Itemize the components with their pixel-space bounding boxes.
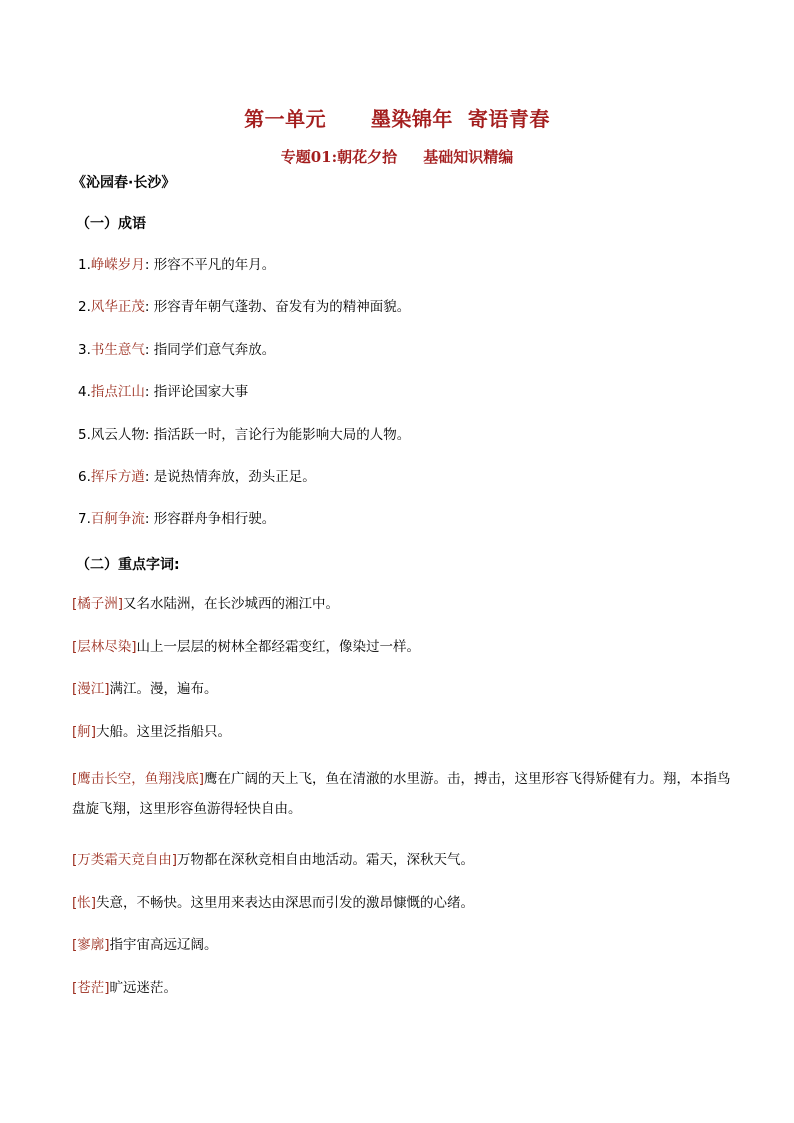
idiom-item	[78, 297, 410, 339]
idiom-definition: : 是说热情奔放，劲头正足。	[144, 468, 316, 485]
keyword-item	[72, 850, 732, 870]
idiom-list	[78, 255, 410, 552]
idiom-item	[78, 509, 410, 551]
keyword-definition: 失意，不畅快。这里用来表达由深思而引发的激昂慷慨的心绪。	[96, 894, 475, 911]
idiom-definition: : 形容青年朝气蓬勃、奋发有为的精神面貌。	[144, 299, 411, 316]
idiom-term: 指点江山	[90, 384, 145, 401]
keyword-item	[72, 637, 732, 657]
idiom-definition: : 形容群舟争相行驶。	[144, 511, 276, 528]
keyword-item	[72, 935, 732, 955]
keyword-item	[72, 722, 732, 742]
keyword-term: [苍茫]	[72, 979, 110, 996]
keyword-item	[72, 594, 732, 614]
idiom-definition: : 指同学们意气奔放。	[144, 341, 276, 358]
keyword-definition: 指宇宙高远辽阔。	[109, 937, 218, 953]
keyword-item	[72, 764, 732, 824]
idiom-term: 挥斥方遒	[90, 468, 145, 485]
keyword-definition: 大船。这里泛指船只。	[96, 723, 232, 740]
item-number: 4.	[78, 384, 91, 401]
idiom-item	[78, 467, 410, 509]
idiom-item	[78, 382, 410, 424]
idiom-definition: : 指评论国家大事	[144, 384, 249, 401]
keyword-term: [寥廓]	[72, 937, 110, 953]
keyword-term: [舸]	[72, 723, 97, 740]
idiom-item	[78, 255, 410, 297]
idiom-term: 书生意气	[90, 341, 145, 358]
keyword-definition: 满江。漫，遍布。	[109, 681, 218, 697]
item-number: 3.	[78, 341, 91, 358]
unit-title: 第一单元 墨染锦年 寄语青春	[244, 107, 550, 131]
keyword-definition: 又名水陆洲，在长沙城西的湘江中。	[123, 596, 340, 612]
keyword-definition: 旷远迷茫。	[109, 979, 178, 996]
keyword-term: [漫江]	[72, 681, 110, 697]
item-number: 1.	[78, 257, 91, 273]
keyword-item	[72, 679, 732, 699]
keyword-definition: 鹰在广阔的天上飞，鱼在清澈的水里游。击，搏击，这里形容飞得矫健有力。翔，本指鸟盘旋飞翔，这里形容鱼游得轻快自由。	[72, 771, 731, 817]
section-idioms-heading: （一）成语	[76, 216, 146, 232]
idiom-term: 百舸争流	[90, 511, 145, 528]
idiom-term: 风云人物	[90, 426, 145, 443]
keyword-term: [层林尽染]	[72, 638, 137, 655]
poem-title: 《沁园春·长沙》	[72, 175, 176, 191]
keyword-item	[72, 978, 732, 998]
section-keywords-heading: （二）重点字词:	[76, 557, 180, 573]
keyword-term: [橘子洲]	[72, 596, 124, 612]
keyword-definition: 山上一层层的树林全都经霜变红，像染过一样。	[136, 638, 421, 655]
keyword-list	[72, 594, 732, 1020]
keyword-definition: 万物都在深秋竞相自由地活动。霜天，深秋天气。	[177, 852, 475, 868]
topic-subtitle: 专题01:朝花夕拾 基础知识精编	[280, 148, 514, 166]
idiom-item	[78, 425, 410, 467]
item-number: 2.	[78, 299, 91, 316]
keyword-term: [万类霜天竞自由]	[72, 852, 178, 868]
idiom-term: 峥嵘岁月	[90, 257, 145, 273]
keyword-item	[72, 893, 732, 913]
item-number: 6.	[78, 468, 91, 485]
idiom-definition: : 形容不平凡的年月。	[144, 257, 276, 273]
item-number: 5.	[78, 426, 91, 443]
idiom-term: 风华正茂	[90, 299, 145, 316]
idiom-definition: : 指活跃一时，言论行为能影响大局的人物。	[144, 426, 411, 443]
keyword-term: [鹰击长空，鱼翔浅底]	[72, 771, 205, 787]
item-number: 7.	[78, 511, 91, 528]
idiom-item	[78, 340, 410, 382]
keyword-term: [怅]	[72, 894, 97, 911]
